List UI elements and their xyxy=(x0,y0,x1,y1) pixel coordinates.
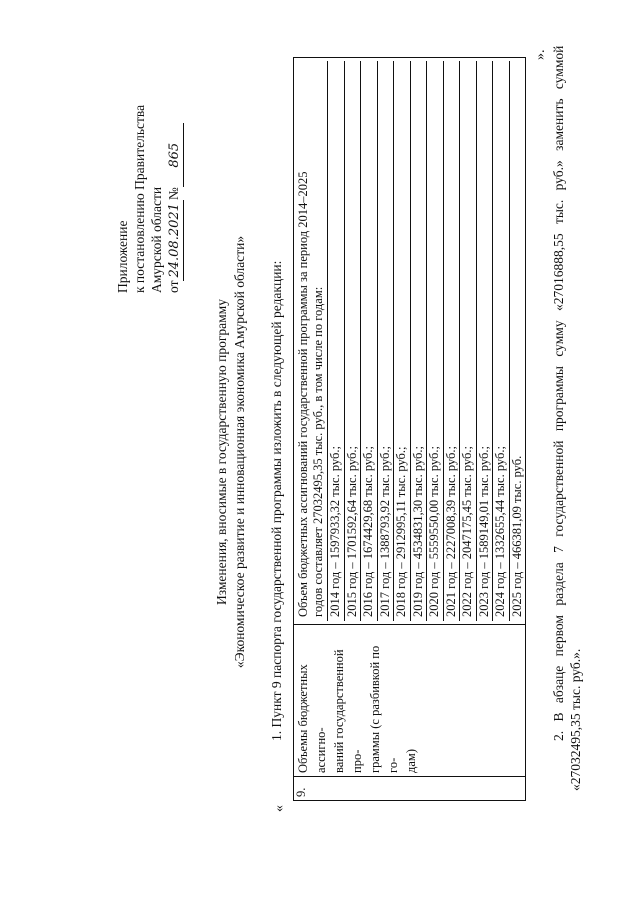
annex-region-line: Амурской области xyxy=(149,186,164,293)
year-line: 2020 год – 5559550,00 тыс. руб.; xyxy=(427,61,444,621)
year-line: 2015 год – 1701592,64 тыс. руб.; xyxy=(345,61,362,621)
funding-intro-line: годов составляет 27032495,35 тыс. руб., в том числе по годам: xyxy=(311,286,325,617)
row-name-cell xyxy=(294,625,526,777)
annex-date: 24.08.2021 xyxy=(166,200,184,280)
year-line: 2017 год – 1388793,92 тыс. руб.; xyxy=(378,61,395,621)
heading-line-1: Изменения, вносимые в государственную программу xyxy=(214,299,229,605)
year-line: 2016 год – 1674429,68 тыс. руб.; xyxy=(361,61,378,621)
year-line: 2021 год – 2227008,39 тыс. руб.; xyxy=(444,61,461,621)
year-line: 2019 год – 4534831,30 тыс. руб.; xyxy=(411,61,428,621)
quote-open: « xyxy=(272,805,287,812)
quote-close: ». xyxy=(533,49,548,60)
funding-intro-line: Объем бюджетных ассигнований государственной программы за период 2014–2025 xyxy=(296,171,310,617)
row-value-cell xyxy=(294,58,526,625)
funding-intro xyxy=(294,61,328,621)
year-line: 2025 год – 466381,09 тыс. руб. xyxy=(509,455,524,617)
annex-date-number-line xyxy=(165,123,184,293)
annex-date-prefix: от xyxy=(166,280,181,293)
row-name-line: ваний государственной про- xyxy=(332,649,364,773)
year-line: 2022 год – 2047175,45 тыс. руб.; xyxy=(460,61,477,621)
row-name-line: граммы (с разбивкой по го- xyxy=(368,645,400,773)
paragraph-2-line-2: «27032495,35 тыс. руб.». xyxy=(568,648,583,791)
rotated-document-page xyxy=(10,11,630,893)
row-number: 9. xyxy=(294,777,526,801)
paragraph-2-line-1: 2. В абзаце первом раздела 7 государственной программы сумму «27016888,55 тыс. руб.» заменить суммой xyxy=(551,45,566,741)
row-name-line: Объемы бюджетных ассигно- xyxy=(296,664,328,773)
heading-line-2: «Экономическое развитие и инновационная экономика Амурской области» xyxy=(232,235,247,669)
annex-resolution-line: к постановлению Правительства xyxy=(132,104,147,293)
year-line: 2024 год – 1332655,44 тыс. руб.; xyxy=(493,61,510,621)
year-line: 2018 год – 2912995,11 тыс. руб.; xyxy=(394,61,411,621)
passport-table xyxy=(293,57,526,801)
annex-number-prefix: № xyxy=(166,187,181,201)
year-line: 2023 год – 1589149,01 тыс. руб.; xyxy=(477,61,494,621)
annex-number: 865 xyxy=(166,123,184,187)
paragraph-1: 1. Пункт 9 паспорта государственной программы изложить в следующей редакции: xyxy=(269,260,284,741)
table-row xyxy=(294,58,526,801)
annex-title: Приложение xyxy=(115,220,130,293)
year-line: 2014 год – 1597933,32 тыс. руб.; xyxy=(328,61,345,621)
row-name-line: дам) xyxy=(404,749,418,773)
